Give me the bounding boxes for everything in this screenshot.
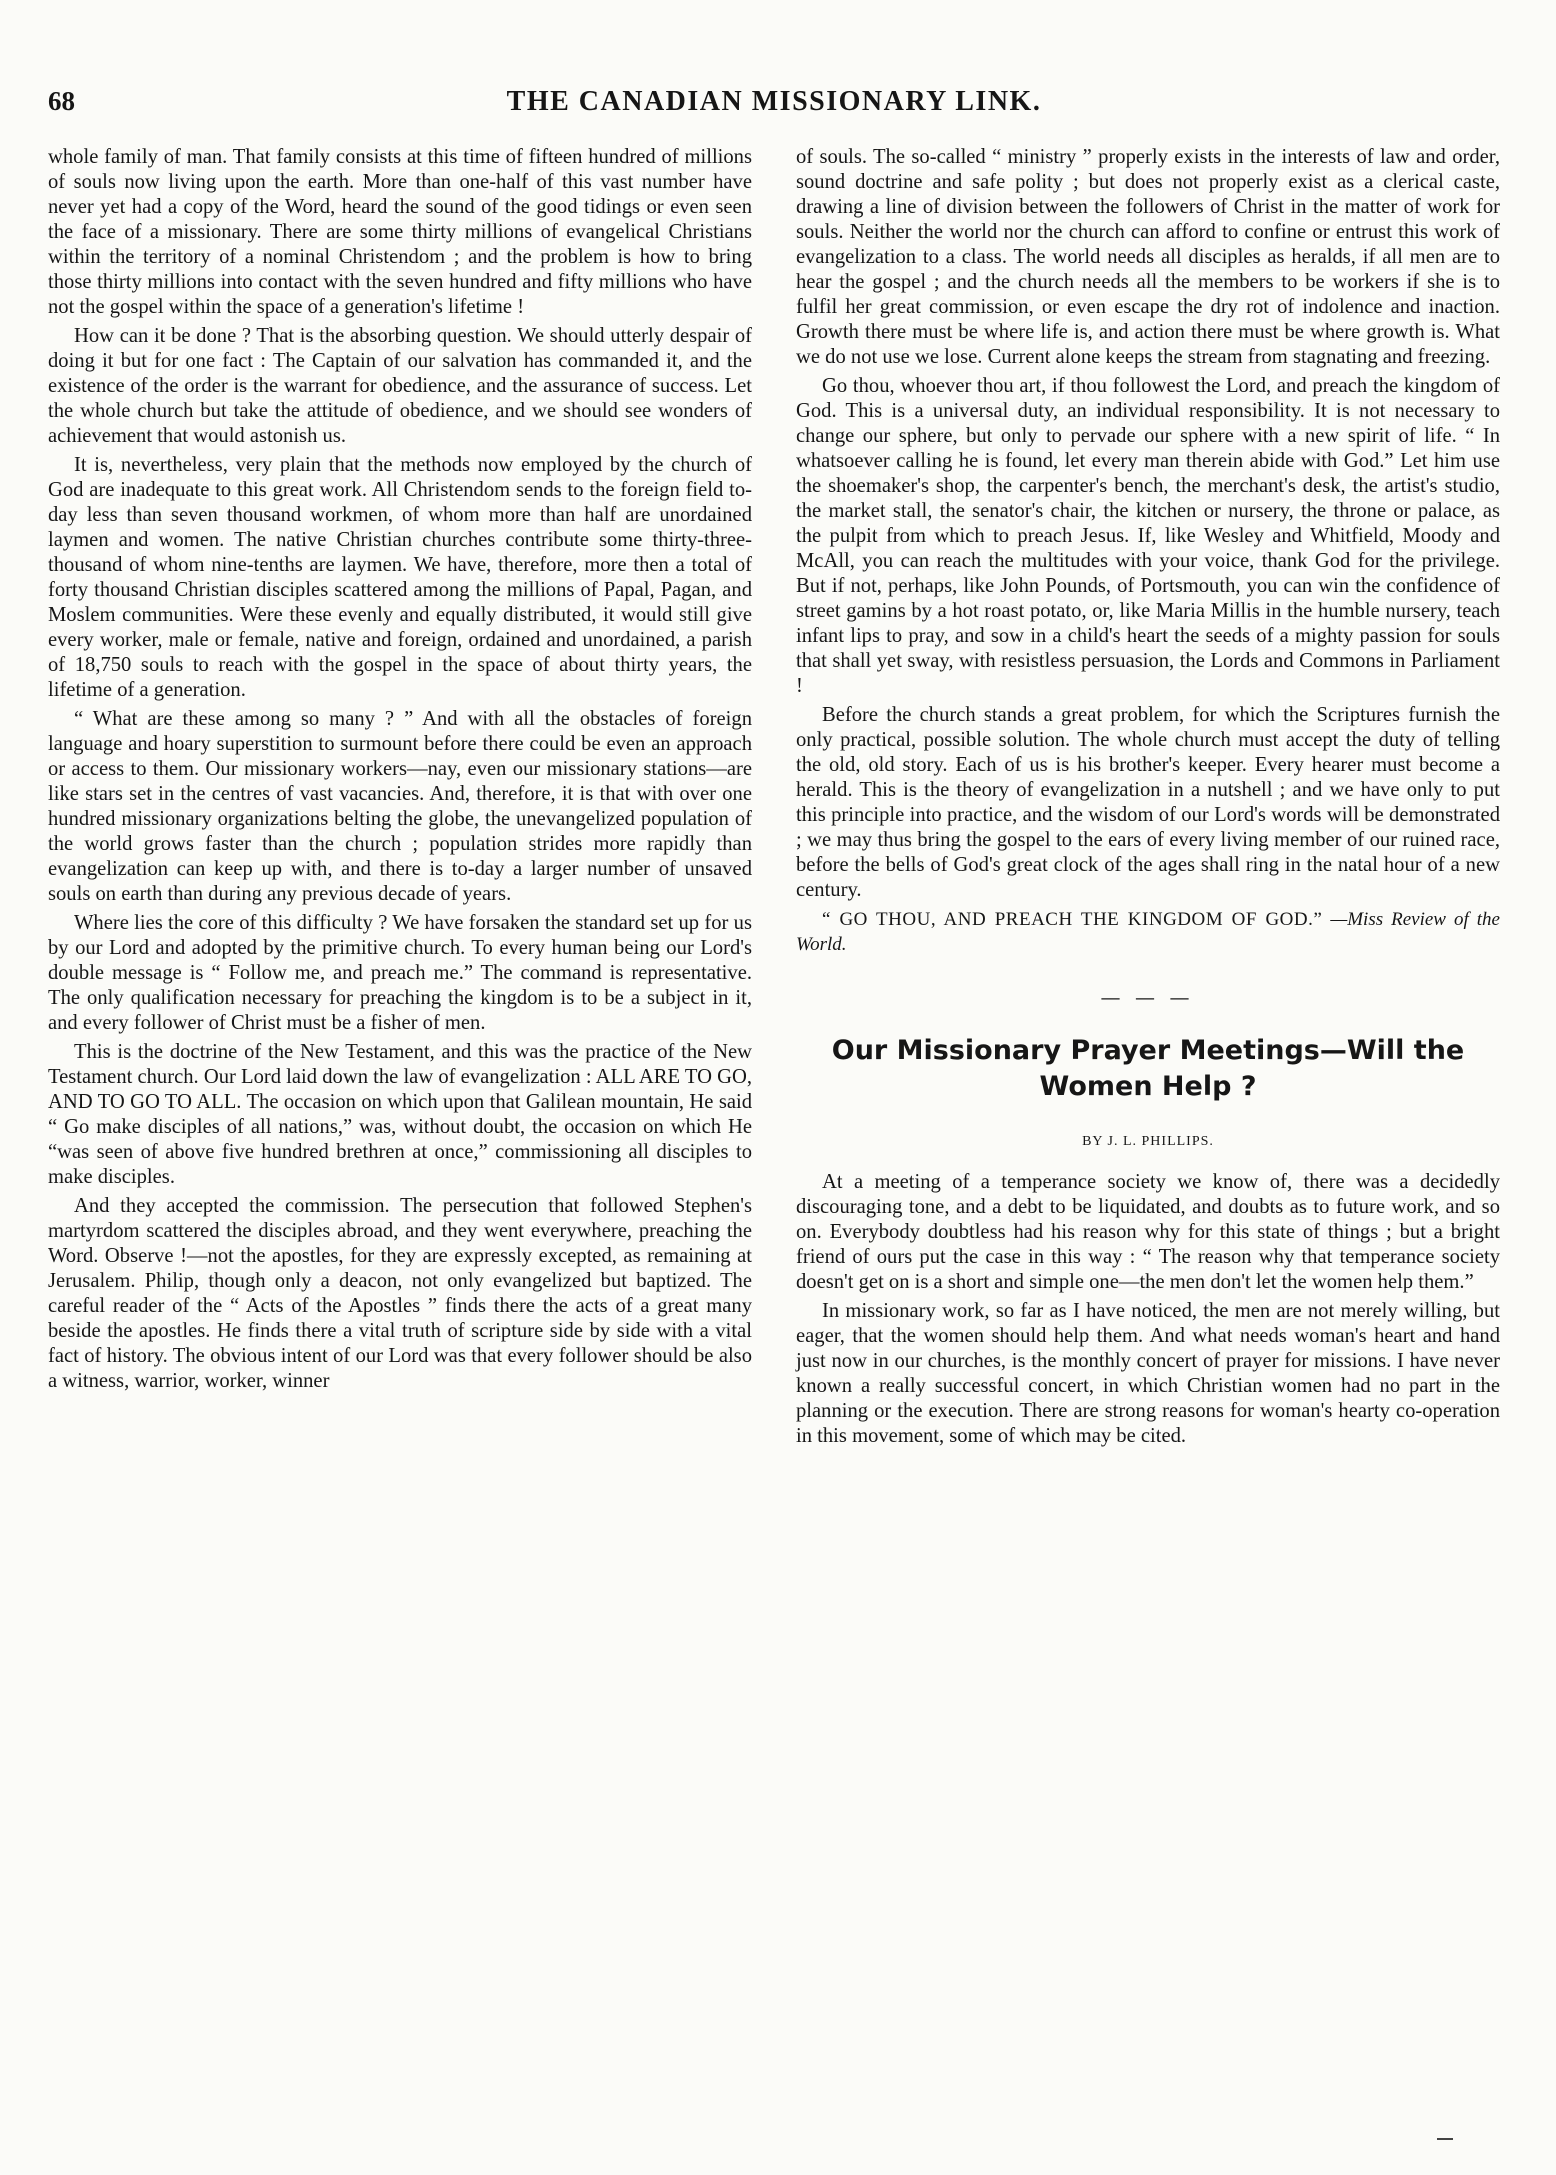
paragraph: of souls. The so-called “ ministry ” properly exists in the interests of law and order, sound doctrine and safe polity ; but does not properly exist as a clerical caste, drawing a line of division between the followers of Christ in the matter of work for souls. Neither the world nor the church can afford to confine or entrust this work of evangelization to a class. The world needs all disciples as heralds, if all men are to hear the gospel ; and the church needs all the members to be workers if she is to fulfil her great commission, or even escape the dry rot of indolence and inaction. Growth there must be where life is, and action there must be where growth is. What we do not use we lose. Current alone keeps the stream from stagnating and freezing. [796,146,1500,368]
page-number: 68 [48,86,75,116]
paragraph: In missionary work, so far as I have noticed, the men are not merely willing, but eager, that the women should help them. And what needs woman's heart and hand just now in our churches, is the monthly concert of prayer for missions. I have never known a really successful concert, in which Christian women had no part in the planning or the execution. There are strong reasons for woman's hearty co-operation in this movement, some of which may be cited. [796,1300,1500,1447]
paragraph: It is, nevertheless, very plain that the methods now employed by the church of God are inadequate to this great work. All Christendom sends to the foreign field to-day less than seven thousand workmen, of whom more than half are unordained laymen and women. The native Christian churches contribute some thirty-three-thousand of whom nine-tenths are laymen. We have, therefore, more then a total of forty thousand Christian disciples scattered among the millions of Papal, Pagan, and Moslem communities. Were these evenly and equally distributed, it would still give every worker, male or female, native and foreign, ordained and unordained, a parish of 18,750 souls to reach with the gospel in the space of about thirty years, the lifetime of a generation. [48,454,752,701]
page-header [48,86,1500,126]
paragraph: whole family of man. That family consists at this time of fifteen hundred of millions of souls now living upon the earth. More than one-half of this vast number have never yet had a copy of the Word, heard the sound of the good tidings or even seen the face of a missionary. There are some thirty millions of evangelical Christians within the territory of a nominal Christendom ; and the problem is how to bring those thirty millions into contact with the seven hundred and fifty millions who have not the gospel within the space of a generation's lifetime ! [48,146,752,318]
paragraph: Go thou, whoever thou art, if thou followest the Lord, and preach the kingdom of God. This is a universal duty, an individual responsibility. It is not necessary to change our sphere, but only to pervade our sphere with a new spirit of life. “ In whatsoever calling he is found, let every man therein abide with God.” Let him use the shoemaker's shop, the carpenter's bench, the merchant's desk, the artist's studio, the market stall, the senator's chair, the kitchen or nursery, the throne or palace, as the pulpit from which to preach Jesus. If, like Wesley and Whitfield, Moody and McAll, you can reach the multitudes with your voice, thank God for the privilege. But if not, perhaps, like John Pounds, of Portsmouth, you can win the confidence of street gamins by a hot roast potato, or, like Maria Millis in the humble nursery, teach infant lips to pray, and sow in a child's heart the seeds of a mighty passion for souls that shall yet sway, with resistless persuasion, the Lords and Commons in Parliament ! [796,375,1500,697]
paragraph: This is the doctrine of the New Testament, and this was the practice of the New Testament church. Our Lord laid down the law of evangelization : ALL ARE TO GO, AND TO GO TO ALL. The occasion on which upon that Galilean mountain, He said “ Go make disciples of all nations,” was, without doubt, the occasion on which He “was seen of above five hundred brethren at once,” commissioning all disciples to make disciples. [48,1041,752,1188]
paragraph: At a meeting of a temperance society we know of, there was a decidedly discouraging tone, and a debt to be liquidated, and doubts as to future work, and so on. Everybody doubtless had his reason why for this state of things ; but a bright friend of ours put the case in this way : “ The reason why that temperance society doesn't get on is a short and simple one—the men don't let the women help them.” [796,1171,1500,1293]
quote-attribution [796,907,1500,957]
section-divider: — — — [1101,987,1195,1007]
running-title: THE CANADIAN MISSIONARY LINK. [506,86,1042,117]
end-mark [1437,2138,1453,2140]
attribution-source: —Miss Review of the World. [796,909,1500,955]
paragraph: Where lies the core of this difficulty ? We have forsaken the standard set up for us by our Lord and adopted by the primitive church. To every human being our Lord's double message is “ Follow me, and preach me.” The command is representative. The only qualification necessary for preaching the kingdom is to be a subject in it, and every follower of Christ must be a fisher of men. [48,912,752,1034]
left-column [48,145,752,1398]
paragraph: And they accepted the commission. The persecution that followed Stephen's martyrdom scattered the disciples abroad, and they went everywhere, preaching the Word. Observe !—not the apostles, for they are expressly excepted, as remaining at Jerusalem. Philip, though only a deacon, not only evangelized but baptized. The careful reader of the “ Acts of the Apostles ” finds there the acts of a great many beside the apostles. He finds there a vital truth of scripture side by side with a vital fact of history. The obvious intent of our Lord was that every follower should be also a witness, warrior, worker, winner [48,1195,752,1392]
paragraph: Before the church stands a great problem, for which the Scriptures furnish the only practical, possible solution. The whole church must accept the duty of telling the old, old story. Each of us is his brother's keeper. Every hearer must become a herald. This is the theory of evangelization in a nutshell ; and we have only to put this principle into practice, and the wisdom of our Lord's words will be demonstrated ; we may thus bring the gospel to the ears of every living member of our ruined race, before the bells of God's great clock of the ages shall ring in the natal hour of a new century. [796,704,1500,901]
article-heading: Our Missionary Prayer Meetings—Will the Women Help ? [831,1035,1465,1102]
article-byline: BY J. L. PHILLIPS. [1082,1134,1214,1149]
paragraph: “ What are these among so many ? ” And with all the obstacles of foreign language and hoary superstition to surmount before there could be even an approach or access to them. Our missionary workers—nay, even our missionary stations—are like stars set in the centres of vast vacancies. And, therefore, it is that with over one hundred missionary organizations belting the globe, the unevangelized population of the world grows faster than the church ; population strides more rapidly than evangelization can keep up with, and there is to-day a larger number of unsaved souls on earth than during any previous decade of years. [48,708,752,905]
paragraph: How can it be done ? That is the absorbing question. We should utterly despair of doing it but for one fact : The Captain of our salvation has commanded it, and the existence of the order is the warrant for obedience, and the assurance of success. Let the whole church but take the attitude of obedience, and we should see wonders of achievement that would astonish us. [48,325,752,447]
attribution-text: “ GO THOU, AND PREACH THE KINGDOM OF GOD.” [822,909,1323,930]
right-column [796,145,1500,1453]
